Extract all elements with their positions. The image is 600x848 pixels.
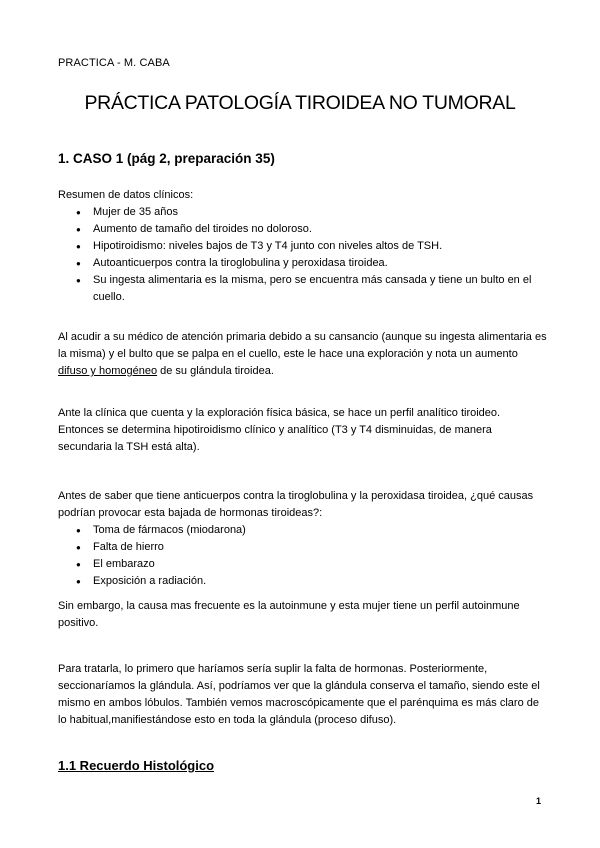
causes-question — [58, 488, 548, 590]
clinical-list — [58, 204, 548, 306]
causes-list — [58, 522, 548, 590]
paragraph-text: de su glándula tiroidea. — [157, 365, 274, 377]
document-title: PRÁCTICA PATOLOGÍA TIROIDEA NO TUMORAL — [84, 92, 516, 114]
list-item: ● Aumento de tamaño del tiroides no doloroso. — [58, 221, 548, 238]
list-item: ● Mujer de 35 años — [58, 204, 548, 221]
paragraph-autoimmune — [58, 598, 548, 632]
list-item: ● Toma de fármacos (miodarona) — [58, 522, 548, 539]
paragraph: Ante la clínica que cuenta y la exploración física básica, se hace un perfil analítico tiroideo. Entonces se determina hipotiroidismo clínico y analítico (T3 y T4 disminuidas, de manera secundaria la TSH está alta). — [58, 407, 501, 453]
page-header: PRACTICA - M. CABA — [58, 57, 170, 69]
paragraph-text: Al acudir a su médico de atención primaria debido a su cansancio (aunque su ingesta alimentaria es la misma) y el bulto que se palpa en el cuello, este le hace una exploración y nota un aumento — [58, 331, 547, 360]
clinical-summary — [58, 187, 548, 306]
list-item: ● Exposición a radiación. — [58, 573, 548, 590]
page-number: 1 — [536, 796, 542, 806]
paragraph: Para tratarla, lo primero que haríamos sería suplir la falta de hormonas. Posteriormente, seccionaríamos la glándula. Así, podríamos ver que la glándula conserva el tamaño, siendo este el mismo en ambos lóbulos. También vemos macroscópicamente que el parénquima es más claro de lo habitual,manifiestándose esto en toda la glándula (proceso difuso). — [58, 663, 540, 726]
paragraph-analytic-profile — [58, 405, 548, 456]
paragraph-treatment — [58, 661, 548, 729]
question-text: Antes de saber que tiene anticuerpos contra la tiroglobulina y la peroxidasa tiroidea, ¿qué causas podrían provocar esta bajada de hormonas tiroideas?: — [58, 490, 534, 519]
subsection-heading-histology: 1.1 Recuerdo Histológico — [58, 758, 215, 773]
underlined-text: difuso y homogéneo — [58, 365, 158, 377]
list-item: ● Falta de hierro — [58, 539, 548, 556]
section-heading-caso-1: 1. CASO 1 (pág 2, preparación 35) — [58, 151, 275, 166]
list-item: ● Autoanticuerpos contra la tiroglobulina y peroxidasa tiroidea. — [58, 255, 548, 272]
list-item: ● Hipotiroidismo: niveles bajos de T3 y T4 junto con niveles altos de TSH. — [58, 238, 548, 255]
list-item: ● Su ingesta alimentaria es la misma, pero se encuentra más cansada y tiene un bulto en el cuello. — [58, 272, 548, 306]
clinical-summary-intro: Resumen de datos clínicos: — [58, 189, 194, 201]
list-item: ● El embarazo — [58, 556, 548, 573]
paragraph — [58, 329, 548, 380]
paragraph-exploration — [58, 329, 548, 380]
paragraph: Sin embargo, la causa mas frecuente es la autoinmune y esta mujer tiene un perfil autoinmune positivo. — [58, 600, 520, 629]
